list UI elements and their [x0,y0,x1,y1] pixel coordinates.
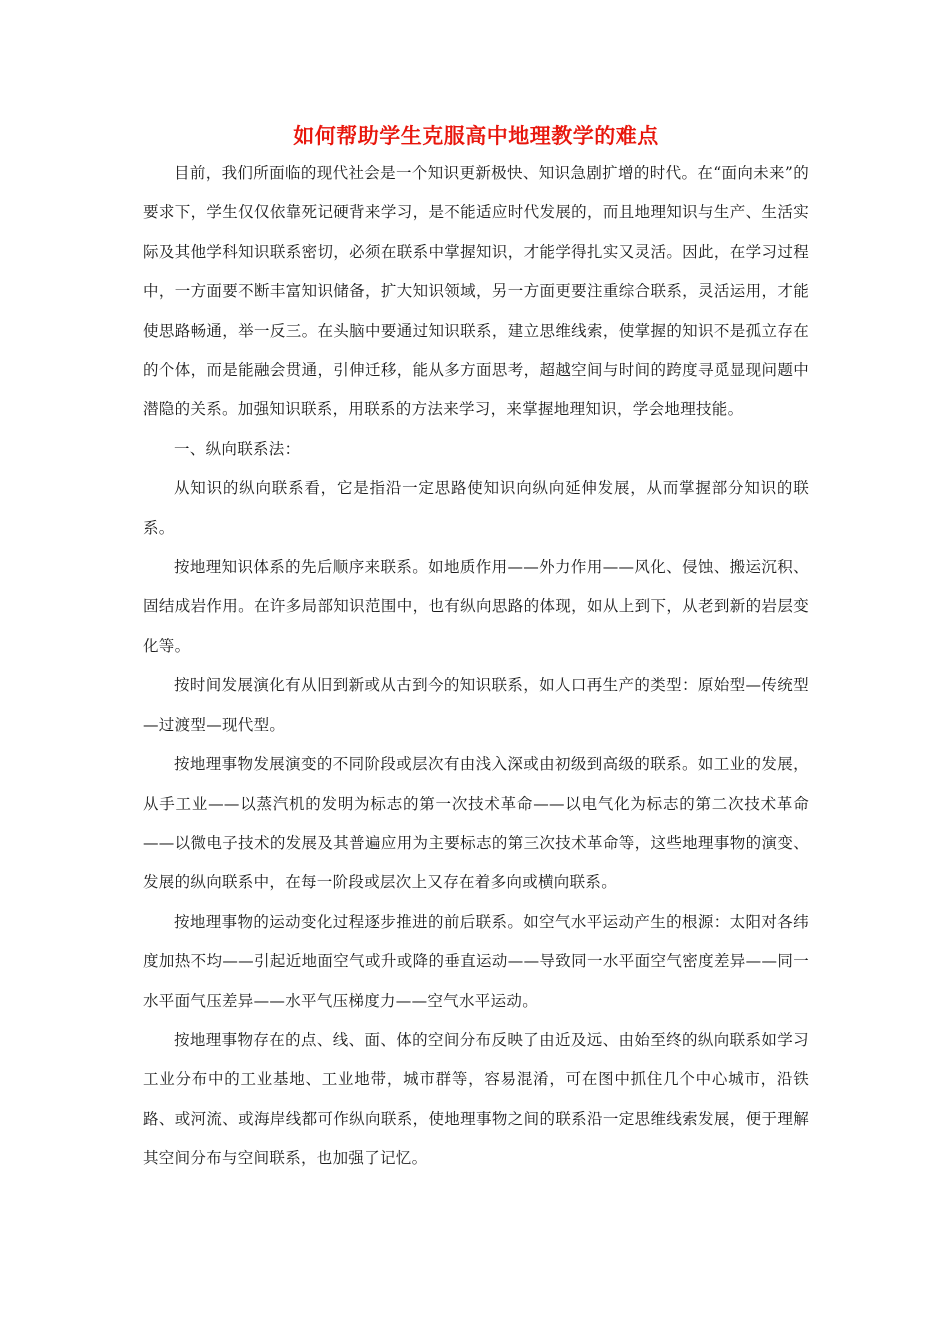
paragraph-definition: 从知识的纵向联系看，它是指沿一定思路使知识向纵向延伸发展，从而掌握部分知识的联系。 [143,479,809,537]
section-heading-vertical-method: 一、纵向联系法： [174,439,301,458]
document-title: 如何帮助学生克服高中地理教学的难点 [293,124,659,148]
document-page [143,118,809,1179]
paragraph-time-development: 按时间发展演化有从旧到新或从古到今的知识联系，如人口再生产的类型：原始型—传统型—过渡型—现代型。 [143,676,809,734]
paragraph-development-stages: 按地理事物发展演变的不同阶段或层次有由浅入深或由初级到高级的联系。如工业的发展，从手工业——以蒸汽机的发明为标志的第一次技术革命——以电气化为标志的第二次技术革命——以微电子技术的发展及其普遍应用为主要标志的第三次技术革命等，这些地理事物的演变、发展的纵向联系中，在每一阶段或层次上又存在着多向或横向联系。 [143,755,809,892]
paragraph-intro: 目前，我们所面临的现代社会是一个知识更新极快、知识急剧扩增的时代。在“面向未来”的要求下，学生仅仅依靠死记硬背来学习，是不能适应时代发展的，而且地理知识与生产、生活实际及其他学科知识联系密切，必须在联系中掌握知识，才能学得扎实又灵活。因此，在学习过程中，一方面要不断丰富知识储备，扩大知识领域，另一方面更要注重综合联系，灵活运用，才能使思路畅通，举一反三。在头脑中要通过知识联系，建立思维线索，使掌握的知识不是孤立存在的个体，而是能融会贯通，引伸迁移，能从多方面思考，超越空间与时间的跨度寻觅显现问题中潜隐的关系。加强知识联系，用联系的方法来学习，来掌握地理知识，学会地理技能。 [143,164,809,419]
paragraph-spatial-distribution: 按地理事物存在的点、线、面、体的空间分布反映了由近及远、由始至终的纵向联系如学习工业分布中的工业基地、工业地带，城市群等，容易混淆，可在图中抓住几个中心城市，沿铁路、或河流、或海岸线都可作纵向联系，使地理事物之间的联系沿一定思维线索发展，便于理解其空间分布与空间联系，也加强了记忆。 [143,1030,809,1168]
paragraph-knowledge-order: 按地理知识体系的先后顺序来联系。如地质作用——外力作用——风化、侵蚀、搬运沉积、固结成岩作用。在许多局部知识范围中，也有纵向思路的体现，如从上到下，从老到新的岩层变化等。 [143,558,809,655]
paragraph-motion-process: 按地理事物的运动变化过程逐步推进的前后联系。如空气水平运动产生的根源：太阳对各纬度加热不均——引起近地面空气或升或降的垂直运动——导致同一水平面空气密度差异——同一水平面气压差异——水平气压梯度力——空气水平运动。 [143,912,809,1010]
